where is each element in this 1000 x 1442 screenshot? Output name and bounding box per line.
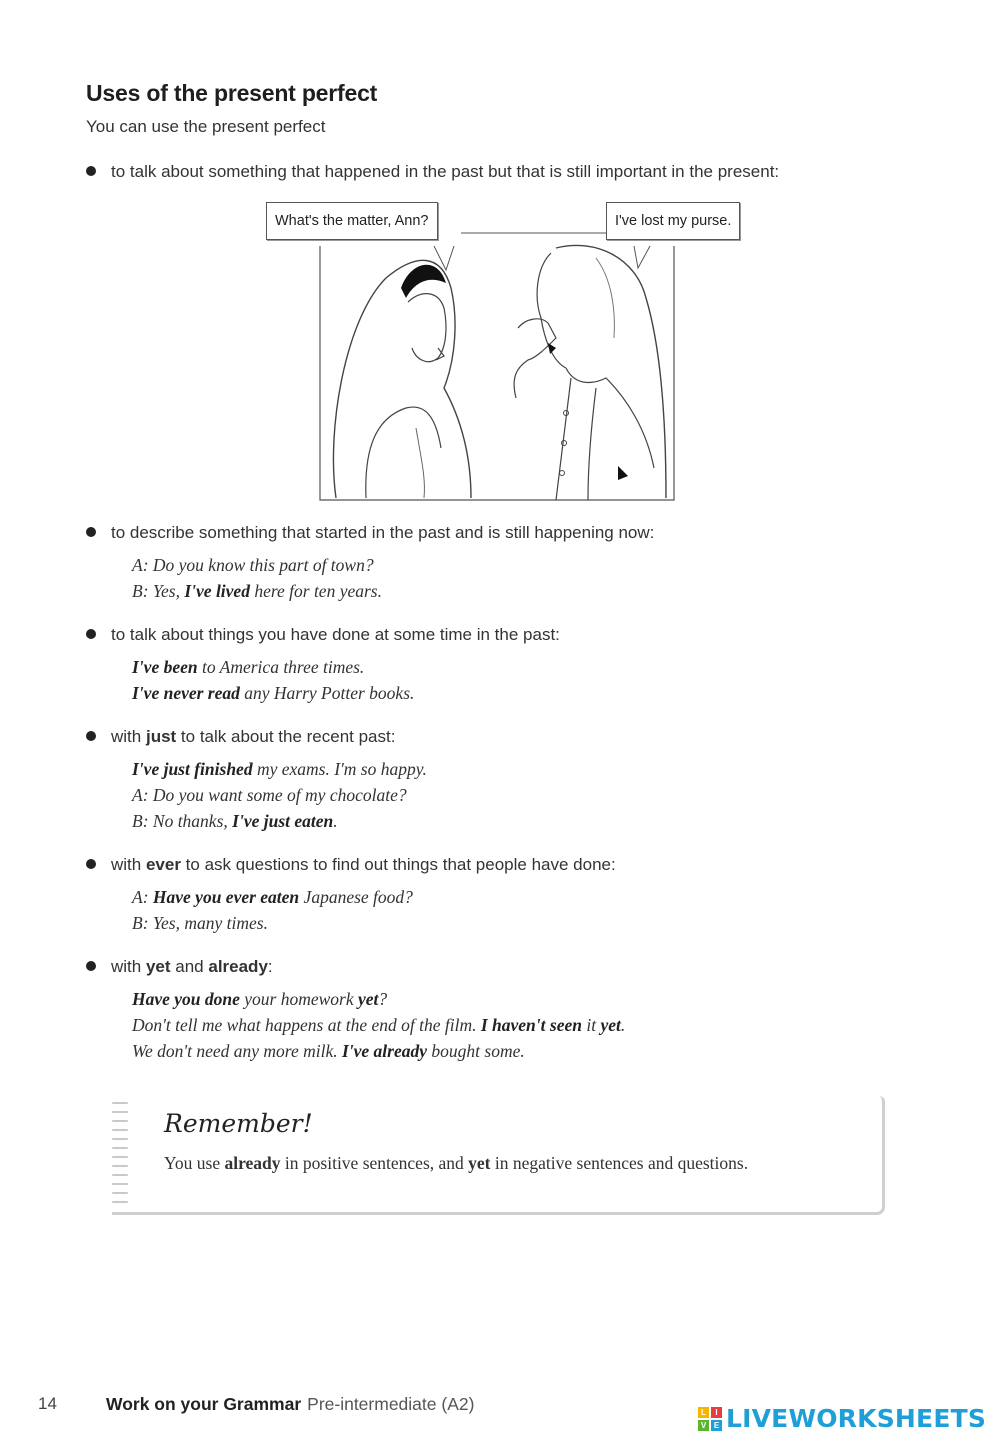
bullet-2-examples (132, 552, 382, 604)
example-line: I've been to America three times. (132, 657, 365, 677)
remember-text: You use already in positive sentences, and yet in negative sentences and questions. (164, 1153, 749, 1173)
example-line: A: Do you want some of my chocolate? (132, 785, 407, 805)
bullet-6-examples (132, 986, 625, 1064)
section-heading: Uses of the present perfect (86, 80, 378, 106)
intro-text: You can use the present perfect (86, 117, 326, 136)
bullet-2 (86, 523, 654, 543)
example-line: Don't tell me what happens at the end of the film. I haven't seen it yet. (132, 1015, 626, 1035)
bullet-4-text: with just to talk about the recent past: (111, 727, 396, 746)
page-number: 14 (38, 1394, 57, 1413)
remember-title: Remember! (164, 1109, 313, 1138)
bullet-2-text: to describe something that started in the past and is still happening now: (111, 523, 655, 542)
example-line: B: Yes, many times. (132, 913, 268, 933)
bullet-4 (86, 727, 395, 747)
example-line: A: Do you know this part of town? (132, 555, 374, 575)
bullet-dot-icon (86, 859, 96, 869)
bullet-5-examples (132, 884, 413, 936)
example-line: A: Have you ever eaten Japanese food? (132, 887, 413, 907)
bullet-3-text: to talk about things you have done at some time in the past: (111, 625, 560, 644)
book-title: Work on your Grammar Pre-intermediate (A2) (106, 1394, 475, 1414)
bullet-6-text: with yet and already: (111, 957, 273, 976)
bullet-1-text: to talk about something that happened in the past but that is still important in the present: (111, 162, 780, 181)
example-line: B: No thanks, I've just eaten. (132, 811, 338, 831)
logo-blocks-icon: L I V E (698, 1407, 722, 1431)
bullet-dot-icon (86, 961, 96, 971)
example-line: I've never read any Harry Potter books. (132, 683, 415, 703)
bullet-dot-icon (86, 166, 96, 176)
example-line: We don't need any more milk. I've already bought some. (132, 1041, 525, 1061)
liveworksheets-logo (698, 1404, 986, 1433)
bullet-dot-icon (86, 629, 96, 639)
bullet-3-examples (132, 654, 414, 706)
bullet-6 (86, 957, 273, 977)
bullet-5 (86, 855, 616, 875)
bullet-dot-icon (86, 731, 96, 741)
example-line: Have you done your homework yet? (132, 989, 388, 1009)
cartoon-two-women (266, 198, 756, 504)
speech-bubble-right: I've lost my purse. (606, 202, 740, 240)
logo-text: LIVEWORKSHEETS (726, 1404, 987, 1433)
bullet-dot-icon (86, 527, 96, 537)
bullet-5-text: with ever to ask questions to find out things that people have done: (111, 855, 616, 874)
example-line: I've just finished my exams. I'm so happy. (132, 759, 427, 779)
example-line: B: Yes, I've lived here for ten years. (132, 581, 382, 601)
bullet-1 (86, 162, 779, 182)
bullet-4-examples (132, 756, 427, 834)
bullet-3 (86, 625, 560, 645)
illustration (266, 198, 756, 504)
speech-bubble-left: What's the matter, Ann? (266, 202, 438, 240)
notebook-spiral-icon (112, 1102, 134, 1210)
